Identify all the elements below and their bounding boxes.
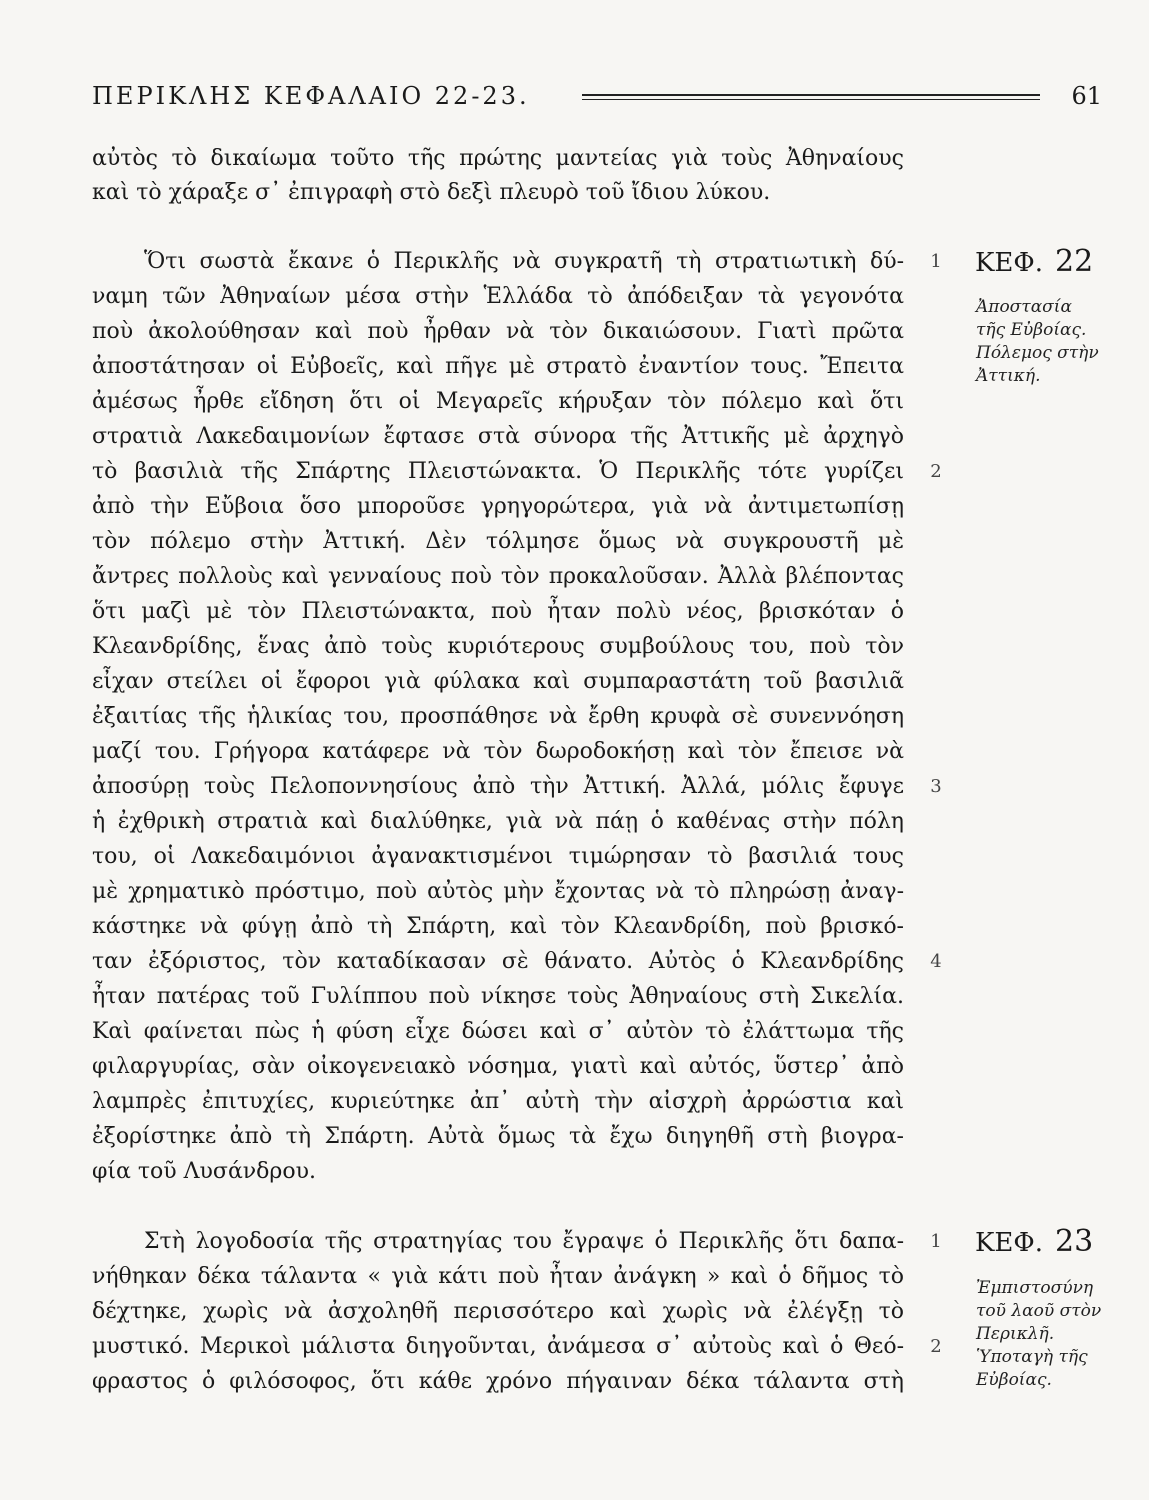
chapter-number: 22 [1054, 244, 1094, 279]
section-number: 1 [930, 1231, 942, 1252]
section-number: 2 [930, 1336, 942, 1357]
page-number: 61 [1071, 82, 1102, 110]
text-line: ὅτι μαζὶ μὲ τὸν Πλειστώνακτα, ποὺ ἦταν πολὺ νέος, βρισκόταν ὁ [92, 599, 904, 624]
text-line: ἀποσύρῃ τοὺς Πελοποννησίους ἀπὸ τὴν Ἀττική. Ἀλλά, μόλις ἔφυγε [92, 774, 904, 799]
text-line: ἐξαιτίας τῆς ἡλικίας του, προσπάθησε νὰ ἔρθη κρυφὰ σὲ συνεννόηση [92, 704, 904, 729]
section-number: 2 [930, 461, 942, 482]
running-header [92, 82, 1102, 118]
chapter-label: ΚΕΦ. [975, 248, 1043, 278]
section-number: 4 [930, 951, 942, 972]
text-line: ἀπὸ τὴν Εὔβοια ὅσο μποροῦσε γρηγορώτερα, γιὰ νὰ ἀντιμετωπίσῃ [92, 494, 904, 519]
text-line: αὐτὸς τὸ δικαίωμα τοῦτο τῆς πρώτης μαντείας γιὰ τοὺς Ἀθηναίους [92, 146, 904, 171]
text-line: ναμη τῶν Ἀθηναίων μέσα στὴν Ἑλλάδα τὸ ἀπόδειξαν τὰ γεγονότα [92, 284, 904, 309]
text-line: ταν ἐξόριστος, τὸν καταδίκασαν σὲ θάνατο. Αὐτὸς ὁ Κλεανδρίδης [92, 949, 904, 974]
text-line: φία τοῦ Λυσάνδρου. [92, 1159, 316, 1184]
text-line: ἄντρες πολλοὺς καὶ γενναίους ποὺ τὸν προκαλοῦσαν. Ἀλλὰ βλέποντας [92, 564, 904, 589]
text-line: Καὶ φαίνεται πὼς ἡ φύση εἶχε δώσει καὶ σ᾽ αὐτὸν τὸ ἐλάττωμα τῆς [92, 1019, 904, 1044]
chapter-summary-22 [976, 296, 1141, 388]
text-line: ποὺ ἀκολούθησαν καὶ ποὺ ἦρθαν νὰ τὸν δικαιώσουν. Γιατὶ πρῶτα [92, 319, 904, 344]
section-number: 1 [930, 251, 942, 272]
chapter-label: ΚΕΦ. [975, 1228, 1043, 1258]
text-line: ἦταν πατέρας τοῦ Γυλίππου ποὺ νίκησε τοὺς Ἀθηναίους στὴ Σικελία. [92, 984, 904, 1009]
text-line: Στὴ λογοδοσία τῆς στρατηγίας του ἔγραψε ὁ Περικλῆς ὅτι δαπα- [144, 1229, 904, 1254]
summary-line: Ὑποταγὴ τῆς [976, 1347, 1088, 1367]
text-line: ἀποστάτησαν οἱ Εὐβοεῖς, καὶ πῆγε μὲ στρατὸ ἐναντίον τους. Ἔπειτα [92, 354, 904, 379]
text-line: φραστος ὁ φιλόσοφος, ὅτι κάθε χρόνο πήγαιναν δέκα τάλαντα στὴ [92, 1369, 904, 1394]
text-line: δέχτηκε, χωρὶς νὰ ἀσχοληθῆ περισσότερο καὶ χωρὶς νὰ ἐλέγξῃ τὸ [92, 1299, 904, 1324]
text-line: μυστικό. Μερικοὶ μάλιστα διηγοῦνται, ἀνάμεσα σ᾽ αὐτοὺς καὶ ὁ Θεό- [92, 1334, 904, 1359]
summary-line: τοῦ λαοῦ στὸν [976, 1301, 1102, 1321]
text-line: λαμπρὲς ἐπιτυχίες, κυριεύτηκε ἀπ᾽ αὐτὴ τὴν αἰσχρὴ ἀρρώστια καὶ [92, 1089, 904, 1114]
text-line: ἀμέσως ἦρθε εἴδηση ὅτι οἱ Μεγαρεῖς κήρυξαν τὸν πόλεμο καὶ ὅτι [92, 389, 904, 414]
summary-line: Ἐμπιστοσύνη [976, 1278, 1094, 1298]
text-line: τὸ βασιλιὰ τῆς Σπάρτης Πλειστώνακτα. Ὁ Περικλῆς τότε γυρίζει [92, 459, 904, 484]
chapter-heading-22 [975, 244, 1135, 279]
text-line: κάστηκε νὰ φύγῃ ἀπὸ τὴ Σπάρτη, καὶ τὸν Κλεανδρίδη, ποὺ βρισκό- [92, 914, 904, 939]
summary-line: τῆς Εὐβοίας. [976, 320, 1087, 340]
text-line: φιλαργυρίας, σὰν οἰκογενειακὸ νόσημα, γιατὶ καὶ αὐτός, ὕστερ᾽ ἀπὸ [92, 1054, 904, 1079]
text-line: ἐξορίστηκε ἀπὸ τὴ Σπάρτη. Αὐτὰ ὅμως τὰ ἔχω διηγηθῆ στὴ βιογρα- [92, 1124, 904, 1149]
text-line: Κλεανδρίδης, ἕνας ἀπὸ τοὺς κυριότερους συμβούλους του, ποὺ τὸν [92, 634, 904, 659]
summary-line: Ἀποστασία [976, 297, 1072, 317]
chapter-number: 23 [1054, 1224, 1094, 1259]
text-line: τὸν πόλεμο στὴν Ἀττική. Δὲν τόλμησε ὅμως νὰ συγκρουστῆ μὲ [92, 529, 904, 554]
text-line: στρατιὰ Λακεδαιμονίων ἔφτασε στὰ σύνορα τῆς Ἀττικῆς μὲ ἀρχηγὸ [92, 424, 904, 449]
running-title: ΠΕΡΙΚΛΗΣ ΚΕΦΑΛΑΙΟ 22-23. [92, 82, 530, 110]
text-line: του, οἱ Λακεδαιμόνιοι ἀγανακτισμένοι τιμώρησαν τὸ βασιλιά τους [92, 844, 904, 869]
text-line: μαζί του. Γρήγορα κατάφερε νὰ τὸν δωροδοκήσῃ καὶ τὸν ἔπεισε νὰ [92, 739, 904, 764]
text-line: εἶχαν στείλει οἱ ἔφοροι γιὰ φύλακα καὶ συμπαραστάτη τοῦ βασιλιᾶ [92, 669, 904, 694]
text-line: νήθηκαν δέκα τάλαντα « γιὰ κάτι ποὺ ἦταν ἀνάγκη » καὶ ὁ δῆμος τὸ [92, 1264, 904, 1289]
text-line: μὲ χρηματικὸ πρόστιμο, ποὺ αὐτὸς μὴν ἔχοντας νὰ τὸ πληρώσῃ ἀναγ- [92, 879, 904, 904]
text-line: καὶ τὸ χάραξε σ᾽ ἐπιγραφὴ στὸ δεξὶ πλευρὸ τοῦ ἴδιου λύκου. [92, 180, 771, 205]
chapter-heading-23 [975, 1224, 1135, 1259]
summary-line: Εὐβοίας. [976, 1370, 1052, 1390]
text-line: Ὅτι σωστὰ ἔκανε ὁ Περικλῆς νὰ συγκρατῆ τὴ στρατιωτικὴ δύ- [144, 249, 904, 274]
header-rule [582, 94, 1040, 100]
section-number: 3 [930, 776, 942, 797]
chapter-summary-23 [976, 1277, 1141, 1392]
text-line: ἡ ἐχθρικὴ στρατιὰ καὶ διαλύθηκε, γιὰ νὰ πάῃ ὁ καθένας στὴν πόλη [92, 809, 904, 834]
summary-line: Περικλῆ. [976, 1324, 1055, 1344]
summary-line: Ἀττική. [976, 366, 1041, 386]
summary-line: Πόλεμος στὴν [976, 343, 1099, 363]
